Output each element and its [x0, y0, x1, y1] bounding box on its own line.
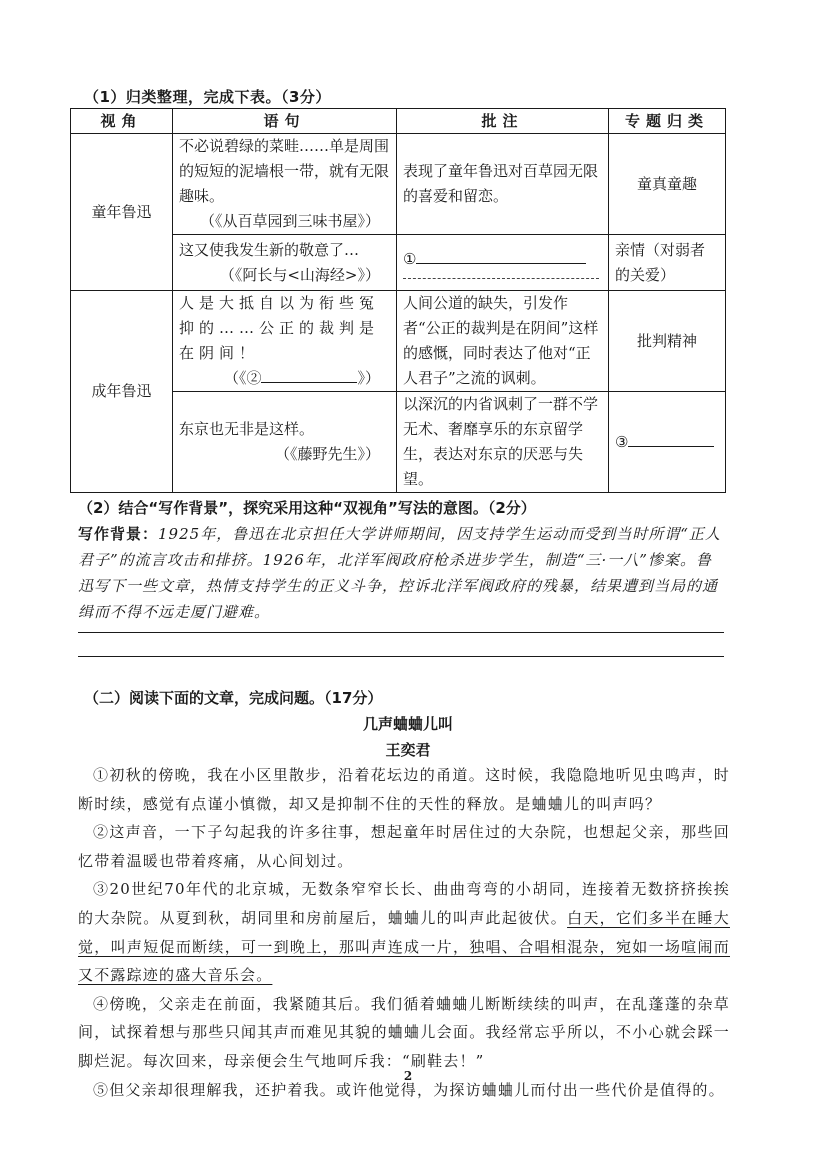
background-text: 1925年，鲁迅在北京担任大学讲师期间，因支持学生运动而受到当时所谓“正人君子”的流言攻击和排挤。1926年，北洋军阀政府枪杀进步学生，制造“三·一八”惨案。鲁迅写下一些文章，热情支持学生的正义斗争，控诉北洋军阀政府的残暴，结果遭到当局的通缉而不得不远走厦门避难。 [78, 525, 721, 621]
header-sentence: 语句 [173, 109, 397, 134]
category-cell: 批判精神 [609, 291, 726, 392]
blank-marker-3: ③ [615, 432, 629, 451]
paragraph: ①初秋的傍晚，我在小区里散步，沿着花坛边的甬道。这时候，我隐隐地听见虫鸣声，时断时续，感觉有点谨小慎微，却又是抑制不住的天性的释放。是蛐蛐儿的叫声吗？ [78, 766, 730, 813]
question-2 [78, 495, 726, 625]
table-row [71, 134, 726, 235]
classification-table [70, 108, 726, 493]
writing-background [78, 521, 726, 625]
article-body [78, 761, 730, 1104]
answer-line-2[interactable] [78, 656, 724, 657]
sentence-text: 不必说碧绿的菜畦……单是周围的短短的泥墙根一带，就有无限趣味。 [179, 137, 390, 205]
article-author: 王奕君 [385, 741, 431, 759]
answer-blank-2[interactable] [261, 368, 357, 383]
source-prefix: （《② [223, 369, 262, 387]
header-note: 批注 [397, 109, 609, 134]
article-title: 几声蛐蛐儿叫 [362, 715, 453, 733]
paragraph: ②这声音，一下子勾起我的许多往事，想起童年时居住过的大杂院，也想起父亲，那些回忆带着温暖也带着疼痛，从心间划过。 [78, 823, 730, 870]
background-label: 写作背景： [78, 525, 159, 543]
paragraph: ④傍晚，父亲走在前面，我紧随其后。我们循着蛐蛐儿断断续续的叫声，在乱蓬蓬的杂草间，试探着想与那些只闻其声而难见其貌的蛐蛐儿会面。我经常忘乎所以，不小心就会踩一脚烂泥。每次回来，母亲便会生气地呵斥我：“刷鞋去！” [78, 994, 730, 1070]
perspective-adult: 成年鲁迅 [71, 291, 173, 493]
source-suffix: 》） [357, 369, 380, 387]
table-row [71, 291, 726, 392]
sentence-source: （《从百草园到三味书屋》） [199, 212, 380, 230]
sentence-text: 这又使我发生新的敬意了… [179, 240, 360, 259]
blank-dash [403, 272, 599, 279]
question-1-heading: （1）归类整理，完成下表。（3分） [84, 88, 331, 106]
note-cell [397, 235, 609, 291]
sentence-source [179, 366, 390, 391]
sentence-cell [173, 291, 397, 392]
sentence-source: （《藤野先生》） [274, 445, 380, 463]
page-number: 2 [403, 1069, 413, 1083]
answer-line-1[interactable] [78, 632, 724, 633]
blank-marker-1: ① [403, 249, 417, 268]
answer-blank-1[interactable] [416, 249, 586, 264]
note-cell: 以深沉的内省讽刺了一群不学无术、奢靡享乐的东京留学生，表达对东京的厌恶与失望。 [397, 392, 609, 493]
perspective-childhood: 童年鲁迅 [71, 134, 173, 291]
sentence-text: 人是大抵自以为衔些冤抑的……公正的裁判是在阴间！ [179, 294, 380, 362]
category-cell [609, 392, 726, 493]
sentence-cell [173, 235, 397, 291]
note-cell: 人间公道的缺失，引发作者“公正的裁判是在阴间”这样的感慨，同时表达了他对“正人君子”之流的讽刺。 [397, 291, 609, 392]
sentence-source: （《阿长与<山海经>》） [219, 265, 380, 284]
paragraph: ⑤但父亲却很理解我，还护着我。或许他觉得，为探访蛐蛐儿而付出一些代价是值得的。 [93, 1080, 725, 1099]
paragraph-text: ③20世纪70年代的北京城，无数条窄窄长长、曲曲弯弯的小胡同，连接着无数挤挤挨挨的大杂院。从夏到秋，胡同里和房前屋后，蛐蛐儿的叫声此起彼伏。 [78, 880, 730, 927]
answer-blank-3[interactable] [628, 432, 714, 447]
sentence-text: 东京也无非是这样。 [179, 420, 315, 438]
underlined-sentence: 白天，它们多半在睡大觉，叫声短促而断续，可一到晚上，那叫声连成一片，独唱、合唱相混杂，宛如一场喧闹而又不露踪迹的盛大音乐会。 [78, 908, 730, 985]
category-cell: 亲情（对弱者的关爱） [609, 235, 726, 291]
table-header-row [71, 109, 726, 134]
sentence-cell [173, 134, 397, 235]
sentence-cell [173, 392, 397, 493]
note-cell: 表现了童年鲁迅对百草园无限的喜爱和留恋。 [397, 134, 609, 235]
question-2-heading: （2）结合“写作背景”，探究采用这种“双视角”写法的意图。（2分） [78, 499, 536, 517]
header-perspective: 视角 [71, 109, 173, 134]
section-2-heading: （二）阅读下面的文章，完成问题。（17分） [84, 689, 383, 707]
category-cell: 童真童趣 [609, 134, 726, 235]
header-category: 专题归类 [609, 109, 726, 134]
paragraph [78, 875, 730, 989]
